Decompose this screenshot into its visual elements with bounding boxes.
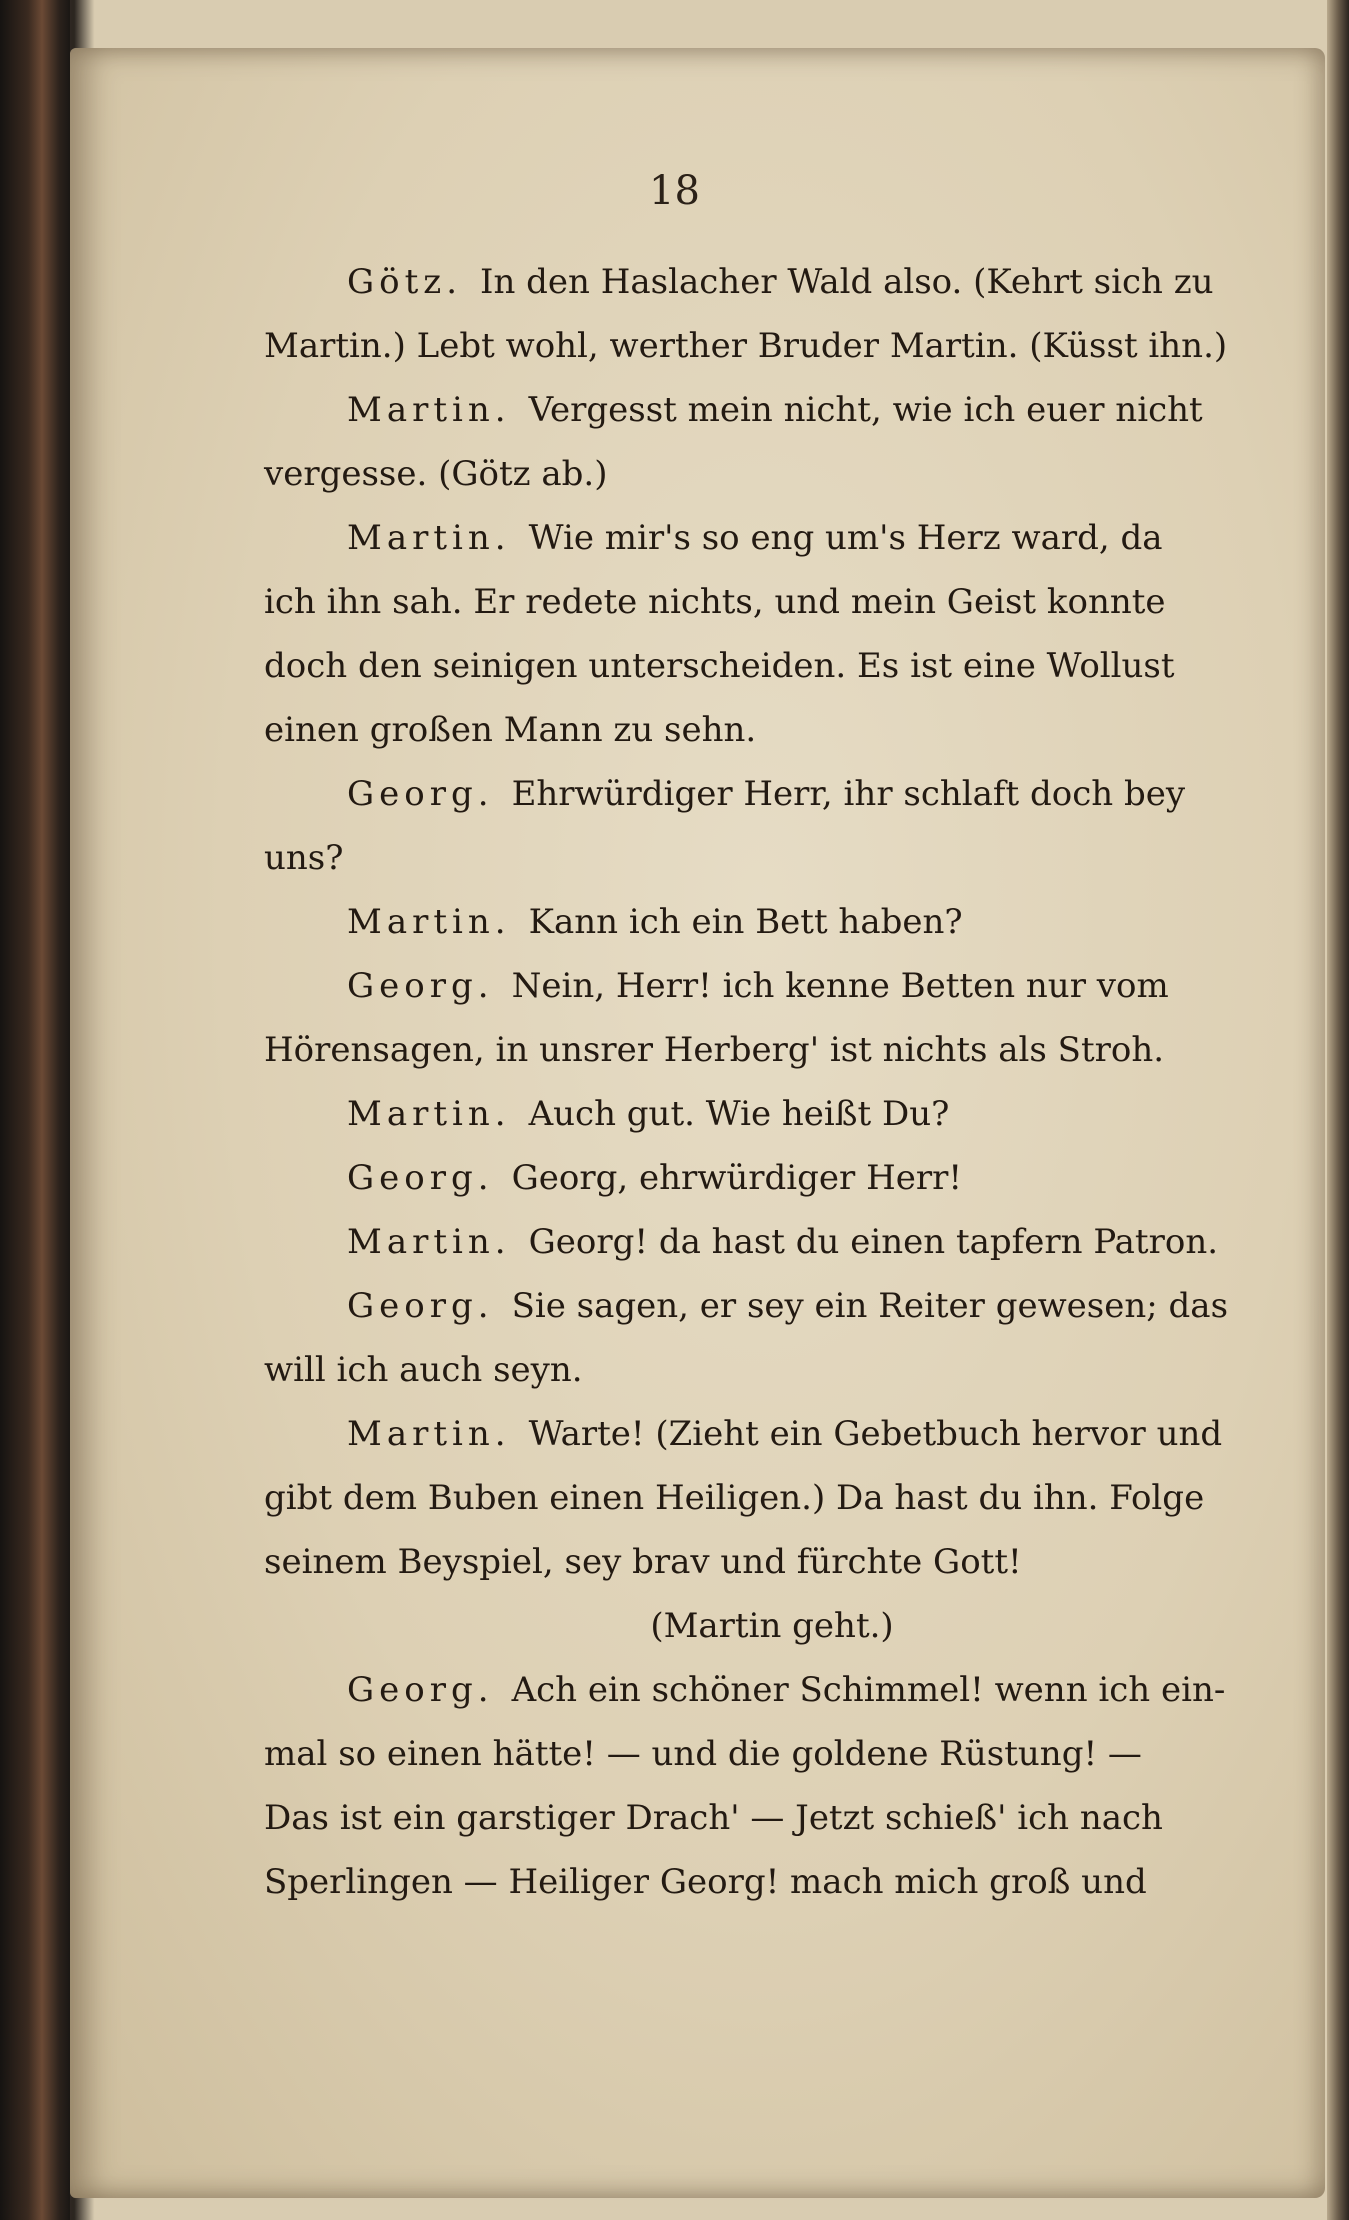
line-text: Das ist ein garstiger Drach' — Jetzt schieß' ich nach bbox=[264, 1798, 1163, 1838]
text-line bbox=[272, 890, 1232, 954]
line-text: Warte! (Zieht ein Gebetbuch hervor und bbox=[528, 1414, 1223, 1454]
line-text: Kann ich ein Bett haben? bbox=[528, 902, 963, 942]
speaker-name: Georg. bbox=[347, 1286, 494, 1326]
line-text: Georg, ehrwürdiger Herr! bbox=[511, 1158, 963, 1198]
speaker-name: Georg. bbox=[347, 774, 494, 814]
text-line bbox=[264, 570, 1232, 634]
line-text: ich ihn sah. Er redete nichts, und mein Geist konnte bbox=[264, 582, 1166, 622]
text-line bbox=[272, 1402, 1232, 1466]
line-text: Wie mir's so eng um's Herz ward, da bbox=[528, 518, 1163, 558]
line-text: Nein, Herr! ich kenne Betten nur vom bbox=[511, 966, 1169, 1006]
text-line bbox=[264, 1466, 1232, 1530]
speaker-name: Georg. bbox=[347, 1158, 494, 1198]
line-text: mal so einen hätte! — und die goldene Rüstung! — bbox=[264, 1734, 1142, 1774]
text-line bbox=[272, 954, 1232, 1018]
speaker-name: Georg. bbox=[347, 1670, 494, 1710]
book-right-edge bbox=[1327, 0, 1349, 2220]
speaker-name: Martin. bbox=[347, 902, 511, 942]
line-text: einen großen Mann zu sehn. bbox=[264, 710, 757, 750]
text-line bbox=[264, 826, 1232, 890]
line-text: Ach ein schöner Schimmel! wenn ich ein- bbox=[511, 1670, 1226, 1710]
speaker-name: Martin. bbox=[347, 390, 511, 430]
speaker-name: Götz. bbox=[347, 262, 463, 302]
text-line bbox=[272, 1146, 1232, 1210]
line-text: In den Haslacher Wald also. (Kehrt sich zu bbox=[480, 262, 1214, 302]
line-text: uns? bbox=[264, 838, 344, 878]
page-number: 18 bbox=[649, 168, 700, 214]
text-line bbox=[272, 506, 1232, 570]
line-text: Sperlingen — Heiliger Georg! mach mich groß und bbox=[264, 1862, 1147, 1902]
speaker-name: Martin. bbox=[347, 1222, 511, 1262]
line-text: Ehrwürdiger Herr, ihr schlaft doch bey bbox=[511, 774, 1186, 814]
text-line bbox=[272, 762, 1232, 826]
text-line bbox=[272, 378, 1232, 442]
speaker-name: Georg. bbox=[347, 966, 494, 1006]
text-line bbox=[264, 1530, 1232, 1594]
text-line bbox=[272, 1210, 1232, 1274]
line-text: will ich auch seyn. bbox=[264, 1350, 583, 1390]
stage-direction: (Martin geht.) bbox=[650, 1606, 894, 1646]
line-text: Auch gut. Wie heißt Du? bbox=[528, 1094, 950, 1134]
text-line bbox=[264, 1850, 1232, 1914]
text-line bbox=[272, 1274, 1232, 1338]
text-line bbox=[272, 1658, 1232, 1722]
line-text: vergesse. (Götz ab.) bbox=[264, 454, 608, 494]
text-line bbox=[264, 1018, 1232, 1082]
line-text: Martin.) Lebt wohl, werther Bruder Martin. (Küsst ihn.) bbox=[264, 326, 1228, 366]
speaker-name: Martin. bbox=[347, 1414, 511, 1454]
line-text: Hörensagen, in unsrer Herberg' ist nichts als Stroh. bbox=[264, 1030, 1165, 1070]
text-line bbox=[264, 1722, 1232, 1786]
line-text: Georg! da hast du einen tapfern Patron. bbox=[528, 1222, 1219, 1262]
text-line bbox=[264, 1786, 1232, 1850]
text-line bbox=[264, 698, 1232, 762]
speaker-name: Martin. bbox=[347, 1094, 511, 1134]
line-text: gibt dem Buben einen Heiligen.) Da hast du ihn. Folge bbox=[264, 1478, 1205, 1518]
speaker-name: Martin. bbox=[347, 518, 511, 558]
line-text: Vergesst mein nicht, wie ich euer nicht bbox=[528, 390, 1203, 430]
line-text: seinem Beyspiel, sey brav und fürchte Gott! bbox=[264, 1542, 1022, 1582]
line-text: Sie sagen, er sey ein Reiter gewesen; das bbox=[511, 1286, 1229, 1326]
text-line bbox=[272, 1082, 1232, 1146]
line-text: doch den seinigen unterscheiden. Es ist eine Wollust bbox=[264, 646, 1175, 686]
text-line bbox=[272, 250, 1232, 314]
text-line bbox=[264, 1338, 1232, 1402]
text-line bbox=[264, 442, 1232, 506]
text-line bbox=[264, 634, 1232, 698]
text-line bbox=[272, 1594, 1232, 1658]
text-line bbox=[264, 314, 1232, 378]
book-cover-edge bbox=[0, 0, 70, 2220]
play-text bbox=[264, 250, 1232, 1914]
